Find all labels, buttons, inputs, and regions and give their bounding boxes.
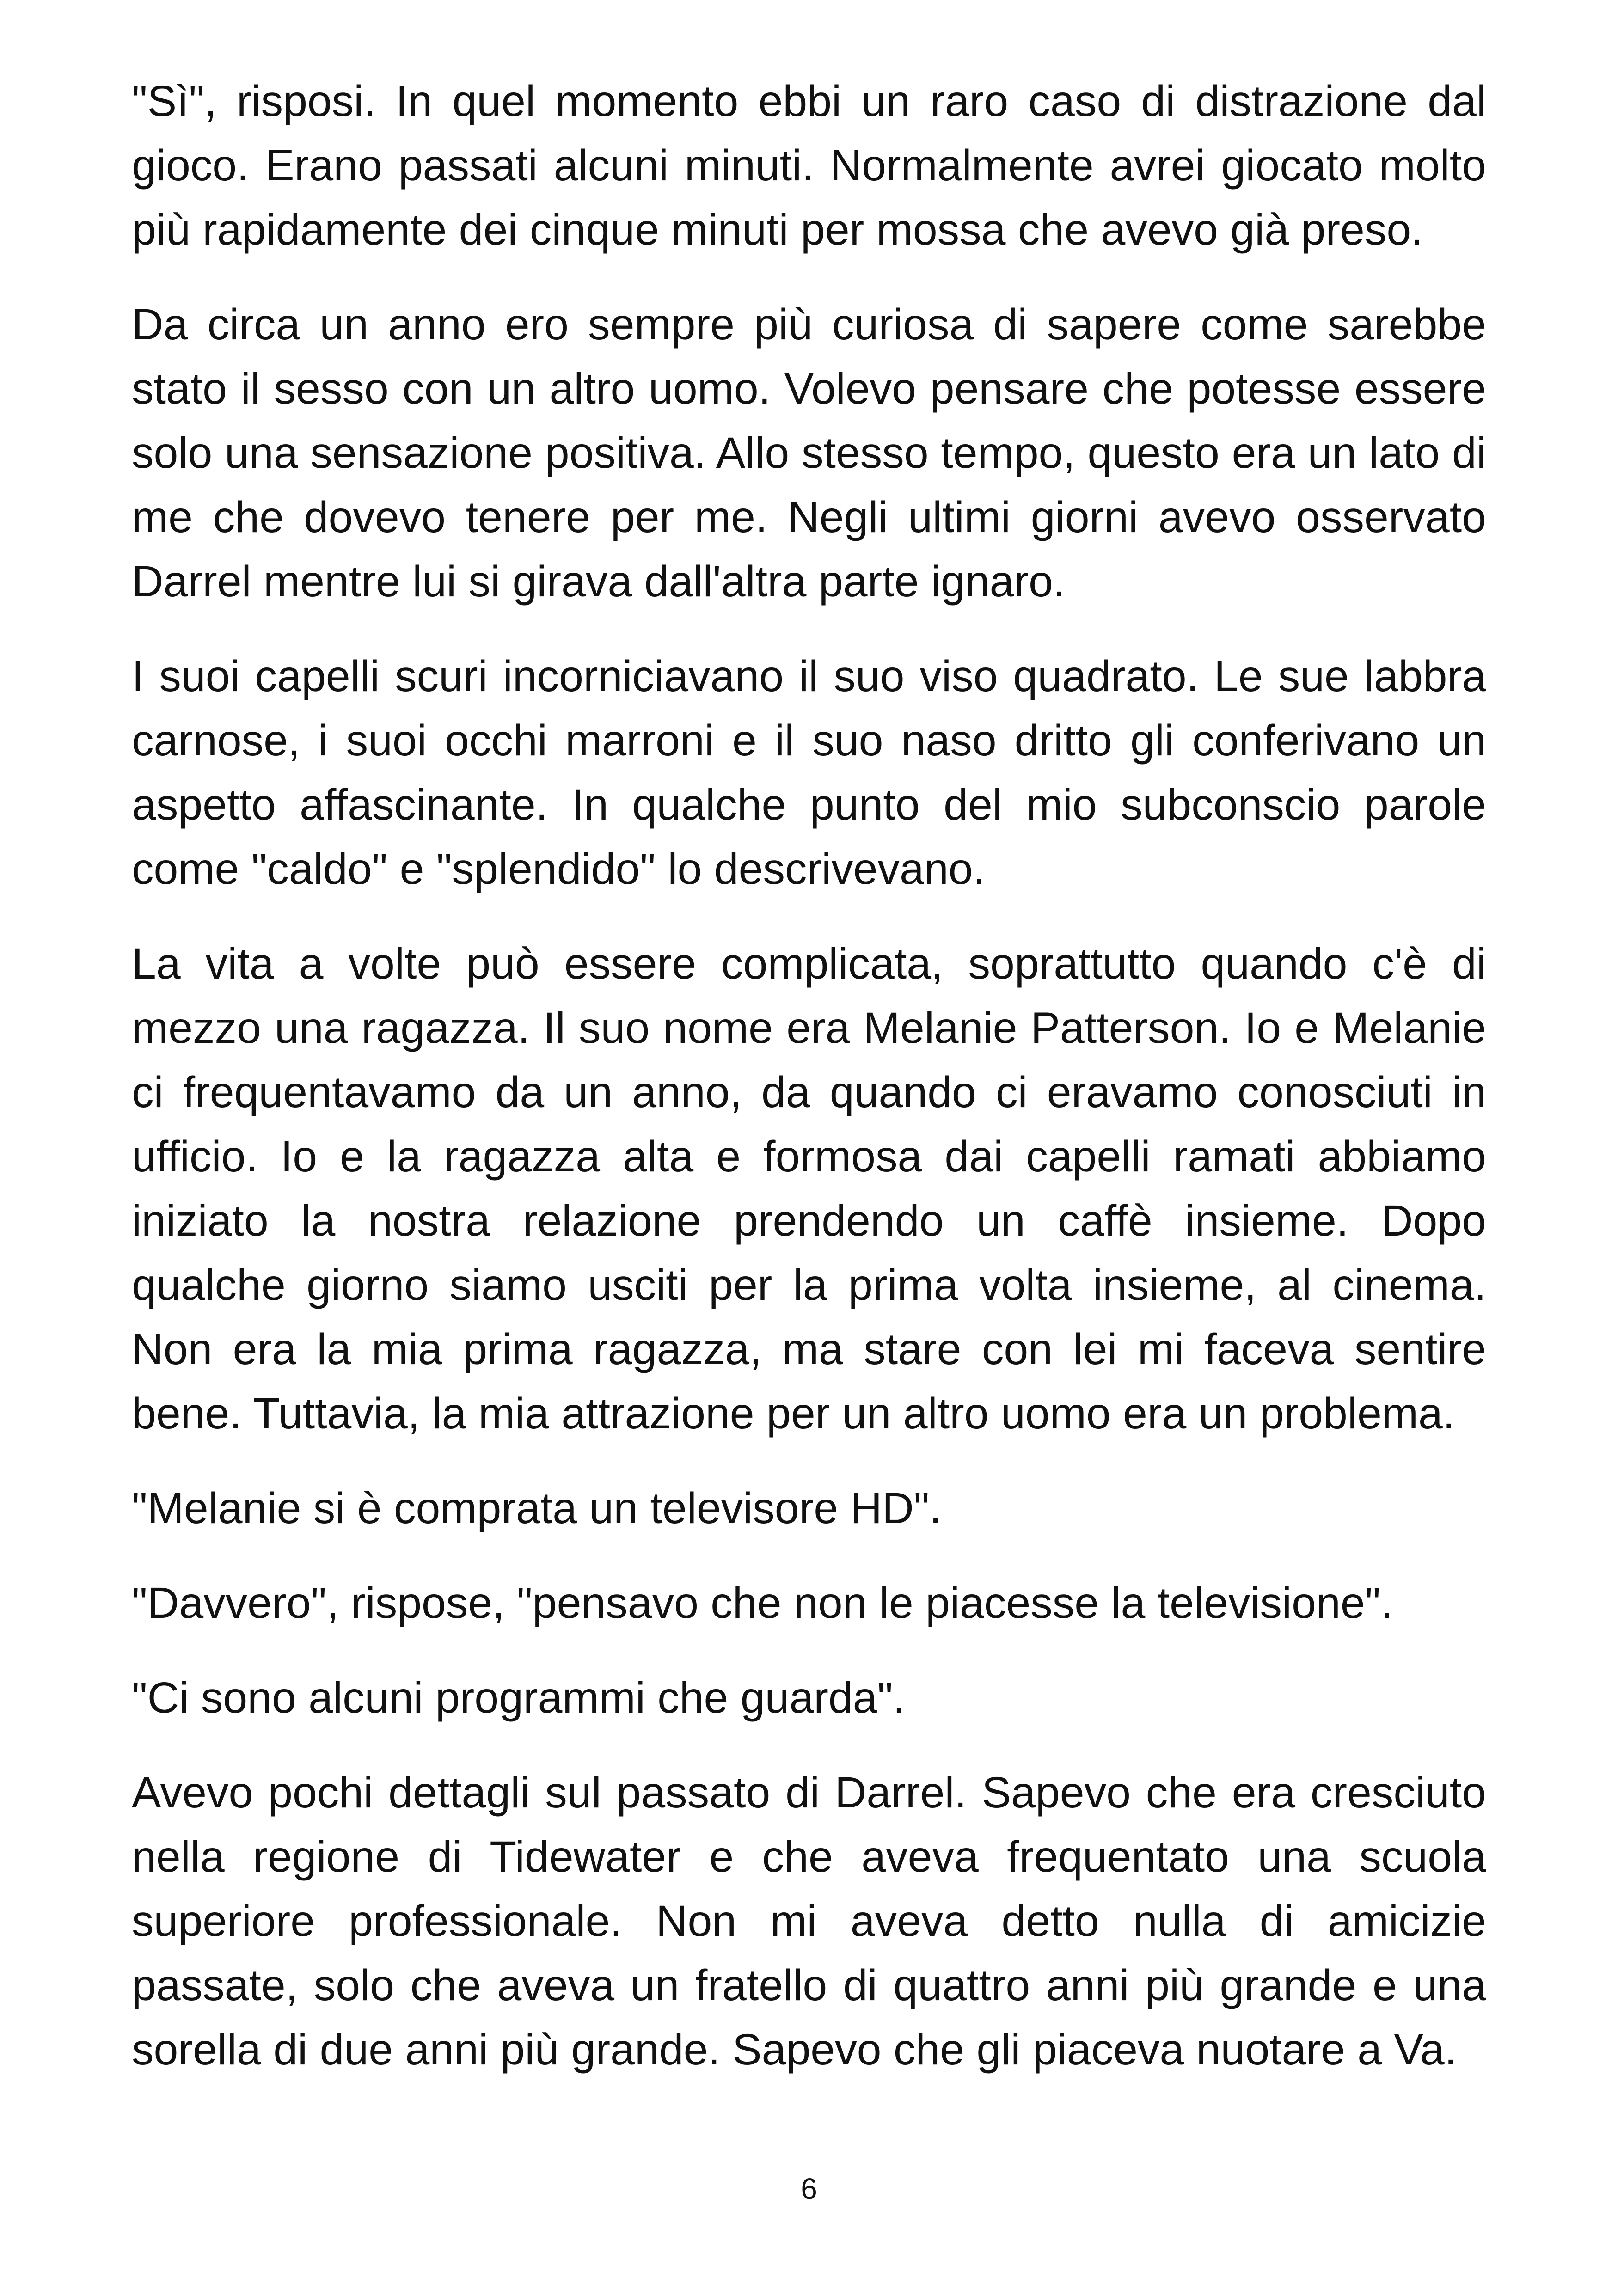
paragraph: I suoi capelli scuri incorniciavano il suo viso quadrato. Le sue labbra carnose, i suoi occhi marroni e il suo naso dritto gli conferivano un aspetto affascinante. In qualche punto del mio subconscio parole come "caldo" e "splendido" lo descrivevano. — [132, 652, 1486, 894]
paragraph: "Sì", risposi. In quel momento ebbi un raro caso di distrazione dal gioco. Erano passati alcuni minuti. Normalmente avrei giocato molto più rapidamente dei cinque minuti per mossa che avevo già preso. — [132, 77, 1486, 254]
paragraph: "Davvero", rispose, "pensavo che non le piacesse la televisione". — [132, 1579, 1393, 1628]
paragraph: Da circa un anno ero sempre più curiosa di sapere come sarebbe stato il sesso con un altro uomo. Volevo pensare che potesse essere solo una sensazione positiva. Allo stesso tempo, questo era un lato di me che dovevo tenere per me. Negli ultimi giorni avevo osservato Darrel mentre lui si girava dall'altra parte ignaro. — [132, 300, 1486, 606]
page-number: 6 — [801, 2172, 817, 2205]
paragraph: "Ci sono alcuni programmi che guarda". — [132, 1673, 905, 1722]
paragraph: La vita a volte può essere complicata, soprattutto quando c'è di mezzo una ragazza. Il suo nome era Melanie Patterson. Io e Melanie ci frequentavamo da un anno, da quando ci eravamo conosciuti in ufficio. Io e la ragazza alta e formosa dai capelli ramati abbiamo iniziato la nostra relazione prendendo un caffè insieme. Dopo qualche giorno siamo usciti per la prima volta insieme, al cinema. Non era la mia prima ragazza, ma stare con lei mi faceva sentire bene. Tuttavia, la mia attrazione per un altro uomo era un problema. — [132, 939, 1486, 1438]
paragraph: Avevo pochi dettagli sul passato di Darrel. Sapevo che era cresciuto nella regione di Tidewater e che aveva frequentato una scuola superiore professionale. Non mi aveva detto nulla di amicizie passate, solo che aveva un fratello di quattro anni più grande e una sorella di due anni più grande. Sapevo che gli piaceva nuotare a Va. — [132, 1768, 1486, 2074]
document-body — [132, 69, 1486, 2112]
paragraph: "Melanie si è comprata un televisore HD". — [132, 1484, 942, 1533]
